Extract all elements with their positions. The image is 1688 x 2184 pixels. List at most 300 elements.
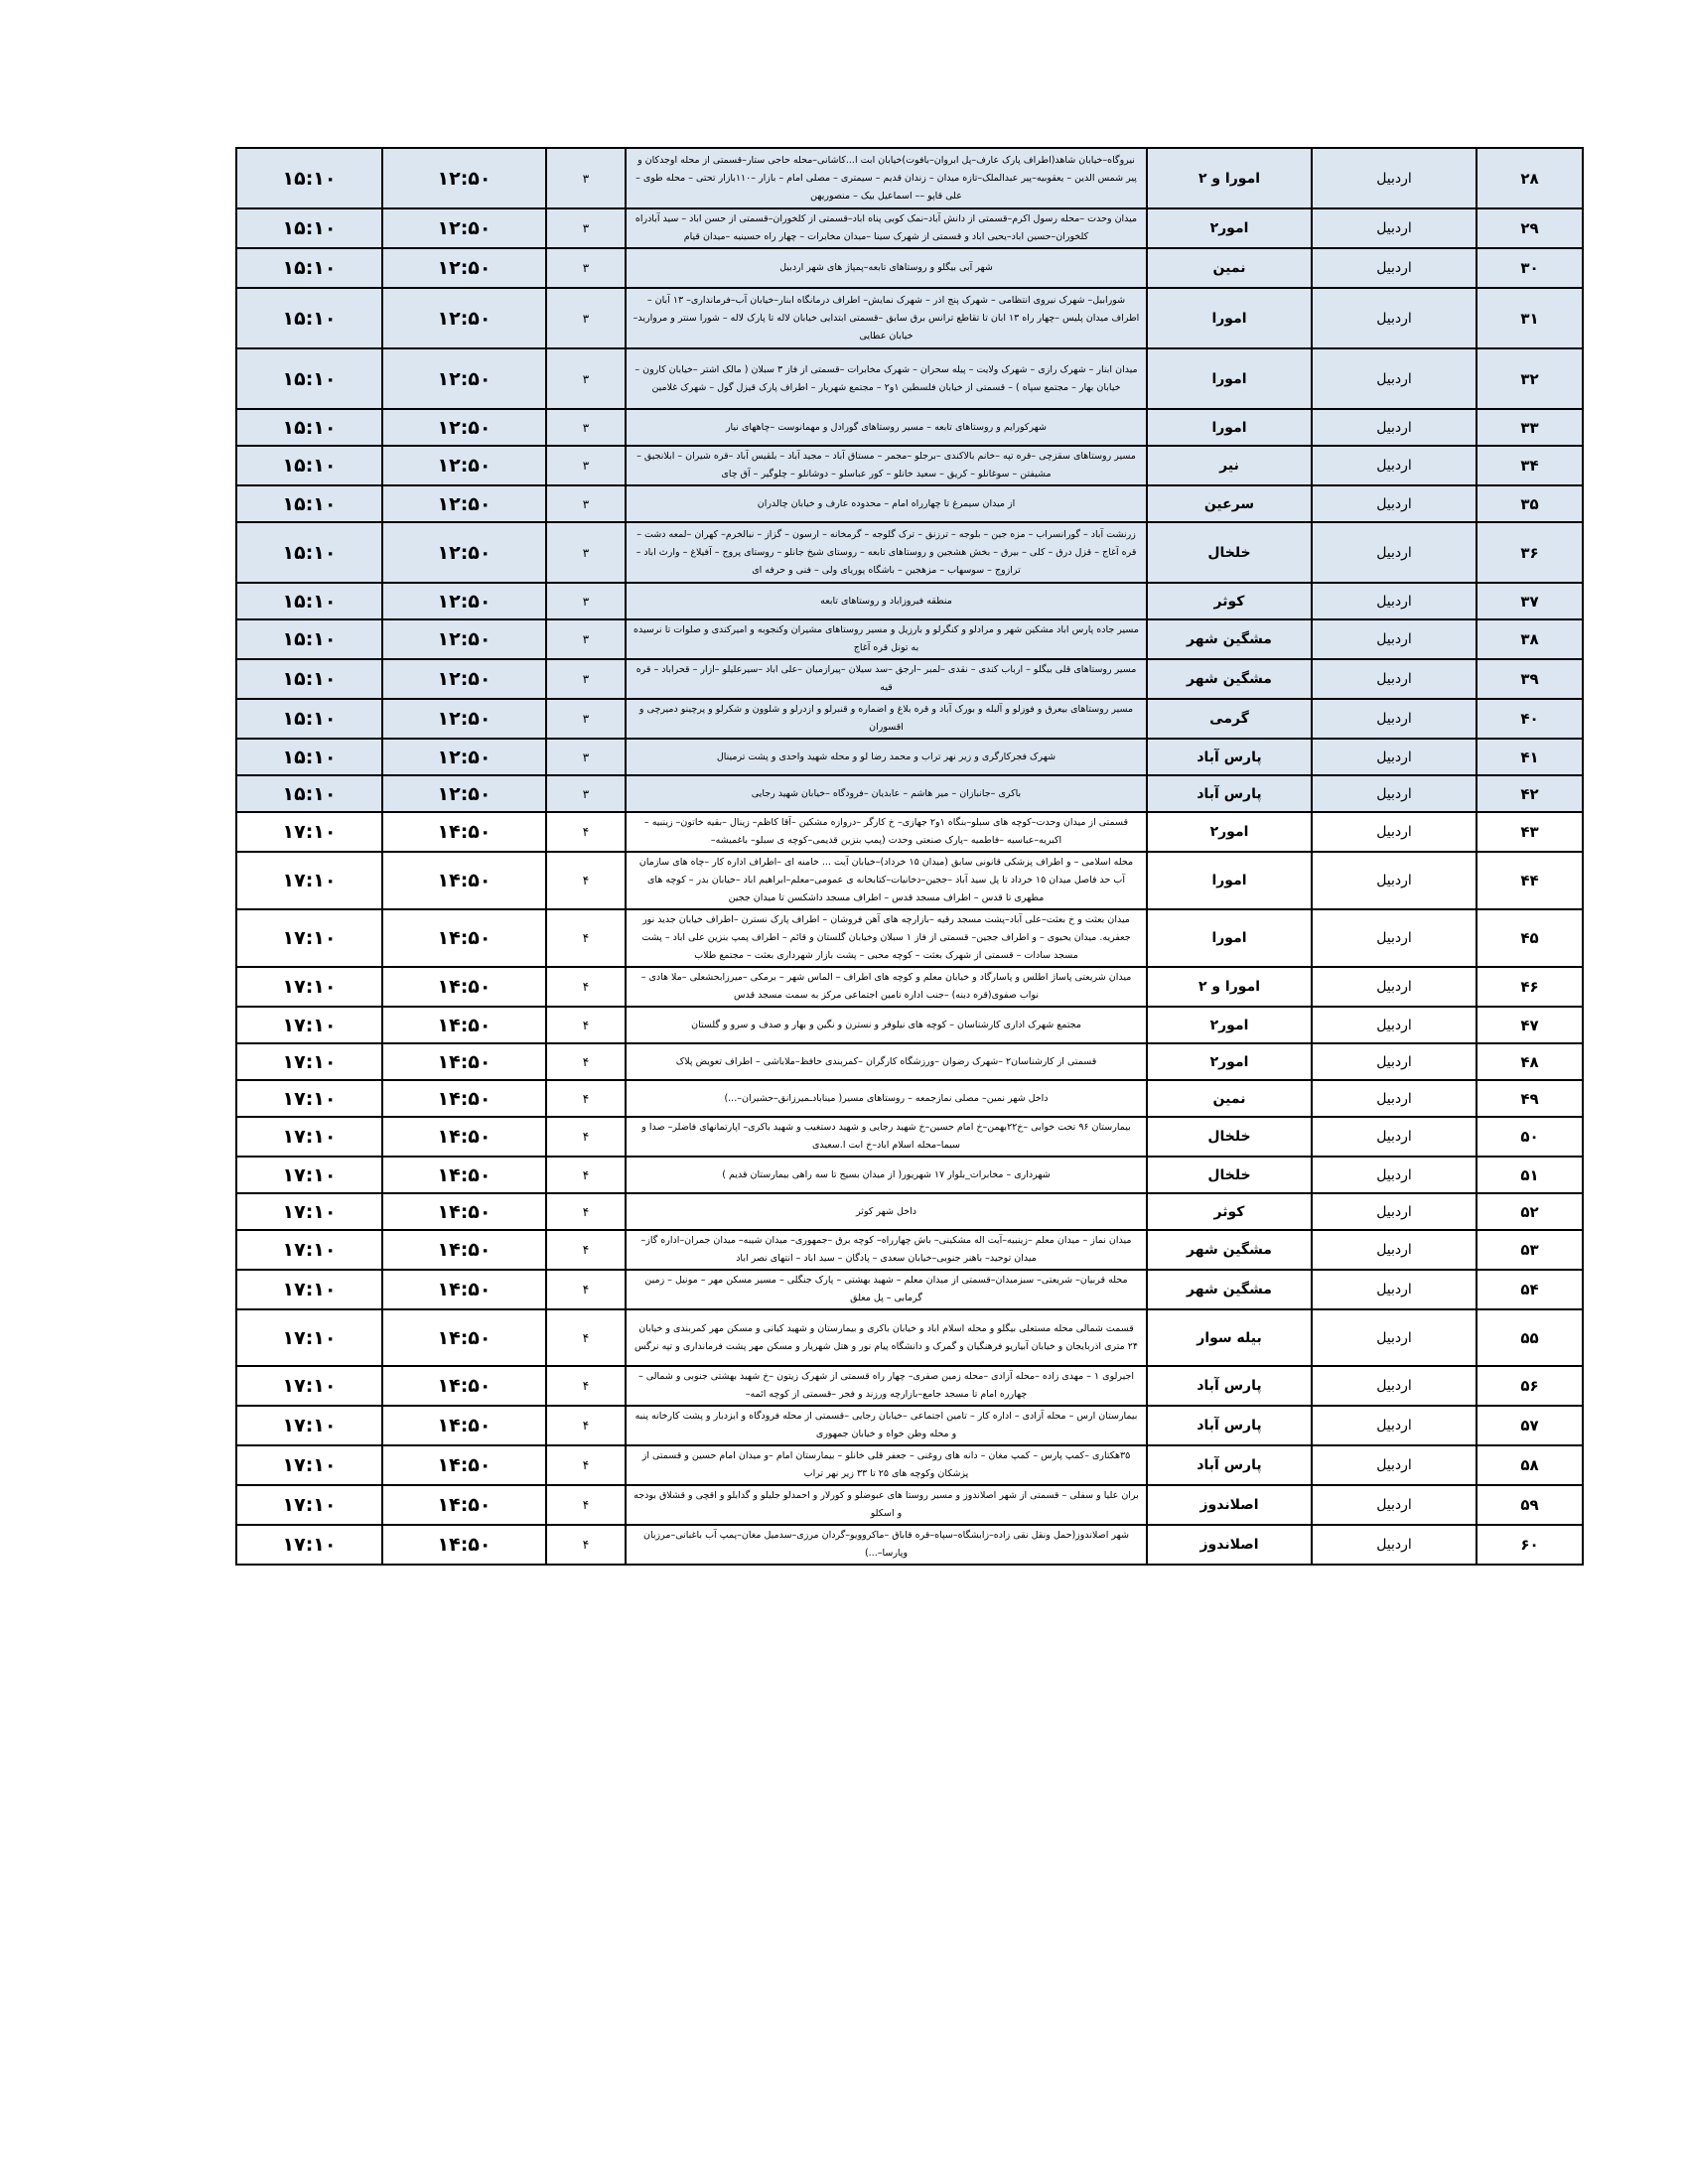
end-time-cell (236, 446, 382, 485)
table-row (236, 659, 1583, 699)
area-description-cell: محله اسلامی – و اطراف پزشکی قانونی سابق (میدان ۱۵ خرداد)–خیابان آیت ... خامنه ای –اطراف اداره کار –چاه های سازمان آب حد فاصل میدان ۱۵ خرداد تا پل سید آباد –ججین–دخانیات–کتابخانه ی عمومی–معلم–ابراهیم اباد –خیابان بدر – کوچه های مطهری تا قدس – اطراف مسجد قدس – اطراف مسجد داشکسن تا میدان ججین (626, 852, 1147, 909)
end-time-cell (236, 852, 382, 909)
region-cell: اصلاندوز (1147, 1525, 1312, 1565)
start-time: ۱۴:۵۰ (437, 1126, 492, 1148)
end-time: ۱۷:۱۰ (282, 1375, 337, 1397)
region-cell: امور۲ (1147, 812, 1312, 852)
row-number: ۴۶ (1477, 967, 1583, 1007)
province-cell: اردبیل (1312, 1043, 1477, 1080)
start-time: ۱۴:۵۰ (437, 1087, 492, 1110)
start-time-cell (382, 967, 546, 1007)
start-time: ۱۲:۵۰ (437, 590, 492, 613)
start-time-cell (382, 485, 546, 522)
province-cell: اردبیل (1312, 583, 1477, 619)
start-time: ۱۴:۵۰ (437, 1050, 492, 1073)
outage-schedule-table (235, 147, 1584, 1566)
region-cell: خلخال (1147, 522, 1312, 583)
row-number: ۴۷ (1477, 1007, 1583, 1043)
row-number: ۵۹ (1477, 1485, 1583, 1525)
group-number-cell: ۴ (546, 1117, 626, 1157)
start-time-cell (382, 909, 546, 967)
table-row (236, 1406, 1583, 1445)
area-description-cell: شهرداری – مخابرات_بلوار ۱۷ شهریور( از میدان بسیج تا سه راهی بیمارستان قدیم ) (626, 1157, 1147, 1193)
province-cell: اردبیل (1312, 409, 1477, 446)
table-row (236, 967, 1583, 1007)
region-cell: امورا (1147, 909, 1312, 967)
group-number-cell: ۳ (546, 208, 626, 248)
start-time-cell (382, 812, 546, 852)
start-time: ۱۲:۵۰ (437, 217, 492, 239)
group-number-cell: ۳ (546, 775, 626, 812)
end-time-cell (236, 208, 382, 248)
table-row (236, 739, 1583, 775)
end-time-cell (236, 1270, 382, 1309)
table-row (236, 1270, 1583, 1309)
group-number-cell: ۴ (546, 1080, 626, 1117)
group-number-cell: ۴ (546, 1445, 626, 1485)
province-cell: اردبیل (1312, 208, 1477, 248)
table-row (236, 1485, 1583, 1525)
row-number: ۶۰ (1477, 1525, 1583, 1565)
start-time-cell (382, 208, 546, 248)
end-time-cell (236, 967, 382, 1007)
region-cell: پارس آباد (1147, 775, 1312, 812)
table-row (236, 1525, 1583, 1565)
table-row (236, 619, 1583, 659)
end-time-cell (236, 409, 382, 446)
end-time-cell (236, 1117, 382, 1157)
area-description-cell: قسمتی از میدان وحدت–کوچه های سبلو–بنگاه ۱و۲ جهازی– خ کارگر –دروازه مشکین –آقا کاظم– زینال –بقیه خاتون– زینبیه –اکبریه–عباسیه –فاطمیه –پارک صنعتی وحدت (پمپ بنزین قدیمی–کوچه ی سبلو– باغمیشه– (626, 812, 1147, 852)
start-time-cell (382, 1157, 546, 1193)
end-time: ۱۷:۱۰ (282, 1163, 337, 1186)
start-time: ۱۴:۵۰ (437, 1239, 492, 1261)
area-description-cell: شورابیل– شهرک نیروی انتظامی – شهرک پنج اذر – شهرک نمایش– اطراف درمانگاه ابنار–خیابان آب–فرمانداری– ۱۳ آبان – اطراف میدان پلیس –چهار راه ۱۳ ابان تا تقاطع ترانس برق سابق –قسمتی ابتدایی خیابان لاله تا پارک لاله – شورا سنتر و مروارید–خیابان عطایی (626, 288, 1147, 348)
start-time: ۱۴:۵۰ (437, 927, 492, 949)
region-cell: امورا و ۲ (1147, 967, 1312, 1007)
area-description-cell: بیمارستان ۹۶ تحت خوابی –خ۲۲بهمن–خ امام حسین–خ شهید رجایی و شهید دستغیب و شهید باکری– اپارتمانهای فاضلر– صدا و سیما–محله اسلام اباد–خ ابت ا.سعیدی (626, 1117, 1147, 1157)
row-number: ۵۰ (1477, 1117, 1583, 1157)
end-time: ۱۵:۱۰ (282, 590, 337, 613)
end-time-cell (236, 1043, 382, 1080)
start-time: ۱۴:۵۰ (437, 1163, 492, 1186)
group-number-cell: ۳ (546, 248, 626, 288)
region-cell: مشگین شهر (1147, 1230, 1312, 1270)
area-description-cell: زرنشت آباد – گورانسراب – مزه جین – بلوجه – ترزنق – ترک گلوجه – گرمخانه – ارسون – گزاز – نبالخرم– کهران –لمعه دشت –قره آغاج – قزل درق – کلی – بیرق – بخش هشجین و روستاهای تابعه – روستای شیخ جانلو – روستای پروج – آفیلاغ – وارث اباد – ترازوج – سوسهاب – مزهجین – باشگاه پوریای ولی – فنی و حرفه ای (626, 522, 1147, 583)
end-time: ۱۵:۱۰ (282, 455, 337, 477)
group-number-cell: ۴ (546, 1043, 626, 1080)
area-description-cell: شهرک فجرکارگری و زیر نهر تراب و محمد رضا لو و محله شهید واحدی و پشت ترمینال (626, 739, 1147, 775)
table-row (236, 1193, 1583, 1230)
row-number: ۳۶ (1477, 522, 1583, 583)
start-time: ۱۲:۵۰ (437, 782, 492, 805)
start-time: ۱۴:۵۰ (437, 821, 492, 843)
province-cell: اردبیل (1312, 348, 1477, 409)
group-number-cell: ۴ (546, 1406, 626, 1445)
region-cell: امور۲ (1147, 1007, 1312, 1043)
start-time: ۱۴:۵۰ (437, 1014, 492, 1036)
area-description-cell: از میدان سیمرغ تا چهارراه امام – محدوده عارف و خیابان چالدران (626, 485, 1147, 522)
area-description-cell: نیروگاه–خیابان شاهد(اطراف پارک عارف–پل ابروان–بافوت)خیابان ابت ا...کاشانی–محله حاجی ستار–قسمتی از محله اوجدکان و پیر شمس الدین – یعقوبیه–پیر عبدالملک–تازه میدان – زندان قدیم – سیمتری – مصلی امام – بازار –۱۱۰بازار تحتی – محله طوی – علی قاپو –– اسماعیل بیک – منصوریهن (626, 148, 1147, 208)
row-number: ۲۹ (1477, 208, 1583, 248)
start-time-cell (382, 148, 546, 208)
province-cell: اردبیل (1312, 446, 1477, 485)
row-number: ۴۳ (1477, 812, 1583, 852)
row-number: ۴۰ (1477, 699, 1583, 739)
province-cell: اردبیل (1312, 619, 1477, 659)
group-number-cell: ۴ (546, 1366, 626, 1406)
area-description-cell: قسمتی از کارشناسان۲ –شهرک رضوان –ورزشگاه کارگران –کمربندی حافظ–ملاباشی – اطراف تعویض پلاک (626, 1043, 1147, 1080)
start-time-cell (382, 852, 546, 909)
table-row (236, 909, 1583, 967)
end-time: ۱۷:۱۰ (282, 1279, 337, 1300)
region-cell: امورا (1147, 348, 1312, 409)
start-time: ۱۴:۵۰ (437, 1415, 492, 1436)
start-time-cell (382, 1366, 546, 1406)
end-time-cell (236, 1157, 382, 1193)
end-time: ۱۵:۱۰ (282, 492, 337, 515)
region-cell: پارس آباد (1147, 1406, 1312, 1445)
end-time: ۱۵:۱۰ (282, 782, 337, 805)
row-number: ۵۳ (1477, 1230, 1583, 1270)
group-number-cell: ۳ (546, 659, 626, 699)
area-description-cell: بیمارستان ارس – محله آزادی – اداره کار – تامین اجتماعی –خیابان رجایی –قسمتی از محله فرودگاه و ابزدبار و پشت کارخانه پنبه و محله وطن خواه و خیابان جمهوری (626, 1406, 1147, 1445)
province-cell: اردبیل (1312, 522, 1477, 583)
end-time: ۱۷:۱۰ (282, 1454, 337, 1476)
start-time: ۱۴:۵۰ (437, 976, 492, 998)
end-time-cell (236, 775, 382, 812)
end-time: ۱۷:۱۰ (282, 1200, 337, 1223)
start-time: ۱۲:۵۰ (437, 746, 492, 768)
group-number-cell: ۴ (546, 852, 626, 909)
start-time-cell (382, 739, 546, 775)
region-cell: مشگین شهر (1147, 659, 1312, 699)
table-row (236, 485, 1583, 522)
province-cell: اردبیل (1312, 699, 1477, 739)
group-number-cell: ۳ (546, 699, 626, 739)
region-cell: پارس آباد (1147, 739, 1312, 775)
end-time: ۱۵:۱۰ (282, 668, 337, 690)
province-cell: اردبیل (1312, 288, 1477, 348)
province-cell: اردبیل (1312, 812, 1477, 852)
start-time-cell (382, 1230, 546, 1270)
end-time-cell (236, 148, 382, 208)
province-cell: اردبیل (1312, 485, 1477, 522)
table-row (236, 852, 1583, 909)
end-time-cell (236, 1309, 382, 1366)
row-number: ۴۲ (1477, 775, 1583, 812)
end-time: ۱۷:۱۰ (282, 976, 337, 998)
start-time: ۱۲:۵۰ (437, 492, 492, 515)
table-row (236, 775, 1583, 812)
start-time: ۱۲:۵۰ (437, 628, 492, 650)
end-time: ۱۵:۱۰ (282, 416, 337, 439)
province-cell: اردبیل (1312, 1366, 1477, 1406)
area-description-cell: قسمت شمالی محله مستعلی بیگلو و محله اسلام اباد و خیابان باکری و بیمارستان و شهید کیانی و مسکن مهر کمربندی و خیابان ۲۴ متری اذربایجان و خیابان آبیاریو فرهنگیان و گمرک و دانشگاه پیام نور و هتل شهریار و مسکن مهر پشت فرمانداری و تپه نرگس (626, 1309, 1147, 1366)
start-time-cell (382, 1043, 546, 1080)
province-cell: اردبیل (1312, 1193, 1477, 1230)
start-time-cell (382, 699, 546, 739)
end-time: ۱۷:۱۰ (282, 1050, 337, 1073)
start-time-cell (382, 1080, 546, 1117)
end-time: ۱۵:۱۰ (282, 541, 337, 564)
start-time: ۱۲:۵۰ (437, 167, 492, 190)
area-description-cell: محله قربیان– شریعتی– سبزمیدان–قسمتی از میدان معلم – شهید بهشتی – پارک جنگلی – مسیر مسکن مهر – مونیل – زمین گرمابی – پل معلق (626, 1270, 1147, 1309)
group-number-cell: ۳ (546, 739, 626, 775)
start-time-cell (382, 1007, 546, 1043)
end-time: ۱۵:۱۰ (282, 167, 337, 190)
province-cell: اردبیل (1312, 1270, 1477, 1309)
table-row (236, 1445, 1583, 1485)
start-time: ۱۴:۵۰ (437, 1454, 492, 1476)
end-time: ۱۷:۱۰ (282, 1326, 337, 1349)
start-time: ۱۴:۵۰ (437, 1534, 492, 1556)
row-number: ۳۳ (1477, 409, 1583, 446)
start-time-cell (382, 619, 546, 659)
province-cell: اردبیل (1312, 1485, 1477, 1525)
end-time-cell (236, 348, 382, 409)
end-time-cell (236, 248, 382, 288)
region-cell: امورا (1147, 852, 1312, 909)
end-time: ۱۷:۱۰ (282, 1239, 337, 1261)
start-time-cell (382, 1485, 546, 1525)
table-row (236, 1230, 1583, 1270)
province-cell: اردبیل (1312, 1309, 1477, 1366)
end-time-cell (236, 1406, 382, 1445)
table-row (236, 522, 1583, 583)
area-description-cell: ۳۵هکتاری –کمپ پارس – کمپ مغان – دانه های روغنی – جعفر قلی خانلو – بیمارستان امام –و میدان امام حسین و قسمتی از پزشکان وکوچه های ۲۵ تا ۳۳ زیر نهر تراب (626, 1445, 1147, 1485)
table-row (236, 148, 1583, 208)
group-number-cell: ۴ (546, 1007, 626, 1043)
group-number-cell: ۴ (546, 1230, 626, 1270)
group-number-cell: ۳ (546, 409, 626, 446)
group-number-cell: ۴ (546, 909, 626, 967)
row-number: ۳۰ (1477, 248, 1583, 288)
end-time: ۱۷:۱۰ (282, 1087, 337, 1110)
province-cell: اردبیل (1312, 739, 1477, 775)
province-cell: اردبیل (1312, 1525, 1477, 1565)
province-cell: اردبیل (1312, 967, 1477, 1007)
row-number: ۴۹ (1477, 1080, 1583, 1117)
table-row (236, 248, 1583, 288)
row-number: ۴۴ (1477, 852, 1583, 909)
row-number: ۳۱ (1477, 288, 1583, 348)
group-number-cell: ۴ (546, 967, 626, 1007)
end-time-cell (236, 659, 382, 699)
province-cell: اردبیل (1312, 775, 1477, 812)
start-time-cell (382, 1309, 546, 1366)
region-cell: نمین (1147, 1080, 1312, 1117)
start-time-cell (382, 248, 546, 288)
table-row (236, 812, 1583, 852)
end-time: ۱۵:۱۰ (282, 257, 337, 279)
province-cell: اردبیل (1312, 852, 1477, 909)
end-time-cell (236, 739, 382, 775)
row-number: ۴۵ (1477, 909, 1583, 967)
row-number: ۳۲ (1477, 348, 1583, 409)
group-number-cell: ۴ (546, 1193, 626, 1230)
row-number: ۴۱ (1477, 739, 1583, 775)
region-cell: گرمی (1147, 699, 1312, 739)
row-number: ۳۷ (1477, 583, 1583, 619)
province-cell: اردبیل (1312, 1080, 1477, 1117)
table-row (236, 409, 1583, 446)
row-number: ۵۵ (1477, 1309, 1583, 1366)
end-time-cell (236, 699, 382, 739)
group-number-cell: ۳ (546, 485, 626, 522)
region-cell: بیله سوار (1147, 1309, 1312, 1366)
group-number-cell: ۳ (546, 288, 626, 348)
area-description-cell: میدان بعثت و خ بعثت–علی آباد–پشت مسجد رقیه –بازارچه های آهن فروشان – اطراف پارک نسترن –اطراف خیابان جدید نور جعفریه. میدان یحیوی – و اطراف ججین– قسمتی از فاز ۱ سبلان وخیابان گلستان و قائم – اطراف پمپ بنزین علی اباد – پشت مسجد سادات – قسمتی از شهرک بعثت – کوچه محبی – پشت بازار شهرداری بعثت – مجتمع طلاب (626, 909, 1147, 967)
start-time-cell (382, 1270, 546, 1309)
start-time-cell (382, 1445, 546, 1485)
group-number-cell: ۳ (546, 446, 626, 485)
group-number-cell: ۳ (546, 522, 626, 583)
end-time: ۱۵:۱۰ (282, 307, 337, 330)
end-time: ۱۷:۱۰ (282, 1014, 337, 1036)
group-number-cell: ۴ (546, 1485, 626, 1525)
table-row (236, 1157, 1583, 1193)
region-cell: خلخال (1147, 1157, 1312, 1193)
province-cell: اردبیل (1312, 1230, 1477, 1270)
area-description-cell: اجیرلوی ۱ – مهدی زاده –محله آزادی –محله زمین صفری– چهار راه قسمتی از شهرک زیتون –خ شهید بهشتی جنوبی و شمالی – چهارره امام تا مسجد جامع–بازارچه ورزند و فجر –قسمتی از کوچه ائمه– (626, 1366, 1147, 1406)
table-row (236, 208, 1583, 248)
end-time: ۱۷:۱۰ (282, 1126, 337, 1148)
start-time-cell (382, 1406, 546, 1445)
table-row (236, 446, 1583, 485)
row-number: ۵۸ (1477, 1445, 1583, 1485)
province-cell: اردبیل (1312, 909, 1477, 967)
start-time: ۱۴:۵۰ (437, 870, 492, 891)
row-number: ۳۴ (1477, 446, 1583, 485)
area-description-cell: شهرکورایم و روستاهای تابعه – مسیر روستاهای گورادل و مهمانوست –چاههای نیار (626, 409, 1147, 446)
start-time-cell (382, 288, 546, 348)
region-cell: امورا و ۲ (1147, 148, 1312, 208)
end-time: ۱۵:۱۰ (282, 367, 337, 390)
area-description-cell: باکری –جانبازان – میر هاشم – عابدیان –فرودگاه –خیابان شهید رجایی (626, 775, 1147, 812)
row-number: ۳۸ (1477, 619, 1583, 659)
area-description-cell: میدان ابنار – شهرک رازی – شهرک ولایت – پیله سحران – شهرک مخابرات –قسمتی از فاز ۳ سبلان ( مالک اشتر –خیابان کارون –خیابان بهار – مجتمع سپاه ) – قسمتی از خیابان فلسطین ۱و۲ – مجتمع شهریار – اطراف پارک قیزل گول – شهرک غلامین (626, 348, 1147, 409)
region-cell: کوثر (1147, 1193, 1312, 1230)
area-description-cell: بران علیا و سفلی – قسمتی از شهر اصلاندوز و مسیر روستا های عبوضلو و کورلار و احمدلو جلیلو و گدابلو و اقچی و قشلاق بودجه و اسکلو (626, 1485, 1147, 1525)
group-number-cell: ۴ (546, 1157, 626, 1193)
group-number-cell: ۳ (546, 619, 626, 659)
row-number: ۳۵ (1477, 485, 1583, 522)
end-time-cell (236, 1080, 382, 1117)
region-cell: مشگین شهر (1147, 1270, 1312, 1309)
start-time-cell (382, 1117, 546, 1157)
table-row (236, 1007, 1583, 1043)
table-row (236, 699, 1583, 739)
table-row (236, 288, 1583, 348)
group-number-cell: ۴ (546, 1309, 626, 1366)
area-description-cell: مسیر روستاهای سقزچی –قره تپه –خانم بالاکندی –برجلو –مجمر – مستاق آباد – مجید آباد – بلقیس آباد –قره شیران – ابلانجیق – مشیفتن – سوغانلو – کریق – سعید خانلو – کور عباسلو – دوشانلو – چلوگیر – آق چای (626, 446, 1147, 485)
region-cell: پارس آباد (1147, 1366, 1312, 1406)
end-time: ۱۷:۱۰ (282, 1534, 337, 1556)
row-number: ۲۸ (1477, 148, 1583, 208)
end-time: ۱۷:۱۰ (282, 821, 337, 843)
region-cell: پارس آباد (1147, 1445, 1312, 1485)
table-row (236, 583, 1583, 619)
province-cell: اردبیل (1312, 1157, 1477, 1193)
area-description-cell: داخل شهر کوثر (626, 1193, 1147, 1230)
area-description-cell: شهر اصلاندوز(حمل ونقل نقی زاده–زابشگاه–سپاه–قره قاباق –ماکروویو–گردان مرزی–سدمیل مغان–پمپ آب باغبانی–مرزبان وپارسا–...) (626, 1525, 1147, 1565)
start-time-cell (382, 446, 546, 485)
group-number-cell: ۴ (546, 812, 626, 852)
end-time: ۱۵:۱۰ (282, 628, 337, 650)
start-time-cell (382, 1193, 546, 1230)
start-time: ۱۴:۵۰ (437, 1494, 492, 1516)
end-time-cell (236, 1445, 382, 1485)
region-cell: امور۲ (1147, 1043, 1312, 1080)
group-number-cell: ۴ (546, 1270, 626, 1309)
area-description-cell: مسیر جاده پارس اباد مشکین شهر و مرادلو و کنگرلو و بارزیل و مسیر روستاهای مشیران وکنجوبه و امیرکندی و صلوات تا نرسیده به تونل قره آغاج (626, 619, 1147, 659)
start-time: ۱۲:۵۰ (437, 541, 492, 564)
area-description-cell: داخل شهر نمین– مصلی نمازجمعه – روستاهای مسیر( مینابادـمیرزانق–حشیران–...) (626, 1080, 1147, 1117)
row-number: ۳۹ (1477, 659, 1583, 699)
province-cell: اردبیل (1312, 1007, 1477, 1043)
province-cell: اردبیل (1312, 1445, 1477, 1485)
end-time-cell (236, 485, 382, 522)
group-number-cell: ۴ (546, 1525, 626, 1565)
start-time-cell (382, 659, 546, 699)
region-cell: خلخال (1147, 1117, 1312, 1157)
region-cell: سرعین (1147, 485, 1312, 522)
outage-schedule-body (236, 148, 1583, 1565)
region-cell: مشگین شهر (1147, 619, 1312, 659)
start-time: ۱۲:۵۰ (437, 367, 492, 390)
end-time: ۱۵:۱۰ (282, 746, 337, 768)
region-cell: اصلاندوز (1147, 1485, 1312, 1525)
region-cell: امورا (1147, 288, 1312, 348)
area-description-cell: شهر آبی بیگلو و روستاهای تابعه–پمپاژ های شهر اردبیل (626, 248, 1147, 288)
end-time-cell (236, 522, 382, 583)
end-time-cell (236, 812, 382, 852)
region-cell: کوثر (1147, 583, 1312, 619)
start-time-cell (382, 1525, 546, 1565)
row-number: ۴۸ (1477, 1043, 1583, 1080)
start-time: ۱۲:۵۰ (437, 668, 492, 690)
end-time-cell (236, 1230, 382, 1270)
start-time-cell (382, 409, 546, 446)
start-time: ۱۴:۵۰ (437, 1375, 492, 1397)
start-time-cell (382, 348, 546, 409)
end-time: ۱۵:۱۰ (282, 217, 337, 239)
group-number-cell: ۳ (546, 583, 626, 619)
province-cell: اردبیل (1312, 1406, 1477, 1445)
start-time: ۱۲:۵۰ (437, 708, 492, 730)
end-time: ۱۷:۱۰ (282, 1494, 337, 1516)
end-time-cell (236, 583, 382, 619)
area-description-cell: مجتمع شهرک اداری کارشناسان – کوچه های نیلوفر و نسترن و نگین و بهار و صدف و سرو و گلستان (626, 1007, 1147, 1043)
start-time: ۱۲:۵۰ (437, 416, 492, 439)
end-time-cell (236, 1485, 382, 1525)
area-description-cell: منطقه فیروزاباد و روستاهای تابعه (626, 583, 1147, 619)
end-time: ۱۵:۱۰ (282, 708, 337, 730)
start-time-cell (382, 583, 546, 619)
end-time-cell (236, 1366, 382, 1406)
start-time: ۱۴:۵۰ (437, 1326, 492, 1349)
start-time: ۱۴:۵۰ (437, 1200, 492, 1223)
start-time: ۱۲:۵۰ (437, 307, 492, 330)
province-cell: اردبیل (1312, 248, 1477, 288)
region-cell: نمین (1147, 248, 1312, 288)
start-time: ۱۲:۵۰ (437, 455, 492, 477)
area-description-cell: میدان شریعتی پاساژ اطلس و پاسارگاد و خیابان معلم و کوچه های اطراف – الماس شهر – برمکی –میرزابحشعلی –ملا هادی – نواب صفوی(قره دبنه) –جنب اداره تامین اجتماعی مرکز به سمت مسجد قدس (626, 967, 1147, 1007)
end-time-cell (236, 619, 382, 659)
province-cell: اردبیل (1312, 659, 1477, 699)
province-cell: اردبیل (1312, 148, 1477, 208)
row-number: ۵۴ (1477, 1270, 1583, 1309)
